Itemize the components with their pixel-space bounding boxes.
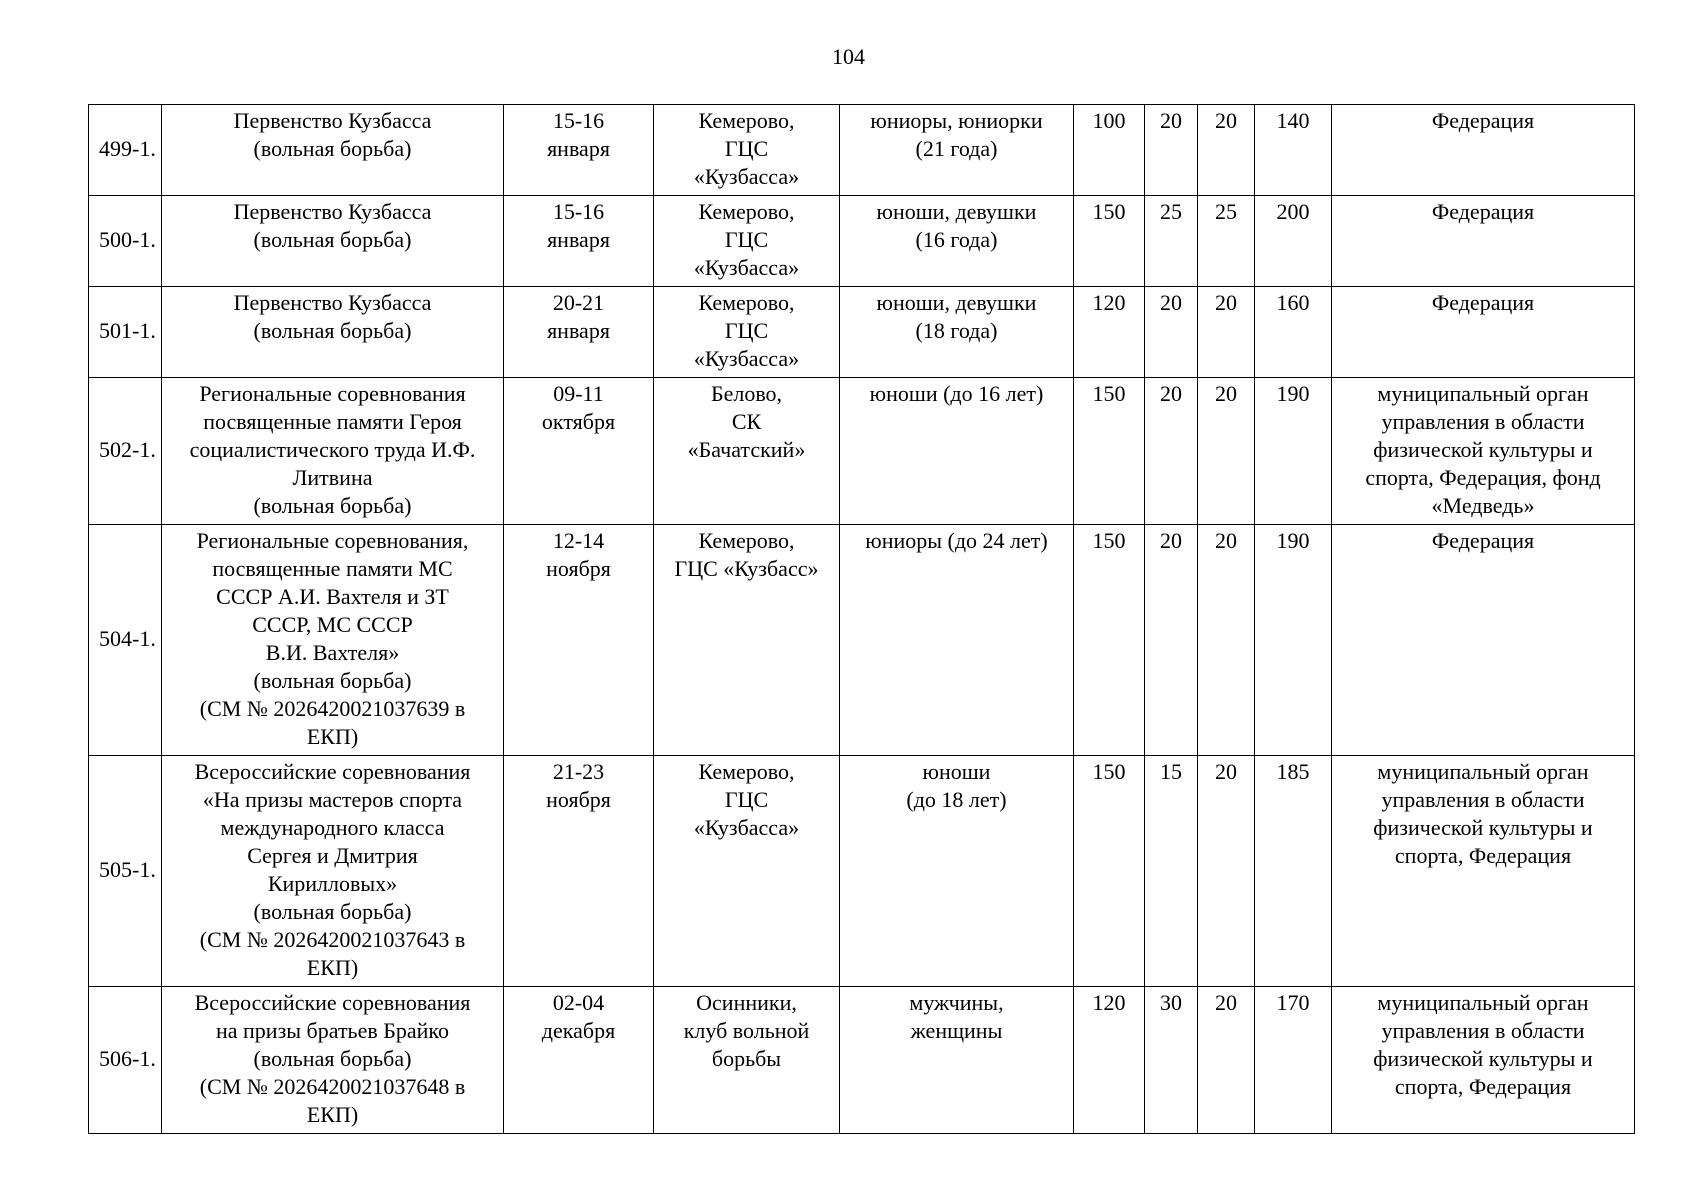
quantity-cell-1: 100 xyxy=(1074,105,1145,196)
quantity-cell-3: 20 xyxy=(1198,378,1255,525)
participants: юноши, девушки (16 года) xyxy=(840,196,1074,287)
event-name: Первенство Кузбасса (вольная борьба) xyxy=(162,196,504,287)
table-row xyxy=(89,525,1635,756)
table-row xyxy=(89,105,1635,196)
organizer: муниципальный орган управления в области физической культуры и спорта, Федерация xyxy=(1332,987,1635,1134)
event-place: Кемерово, ГЦС «Кузбасса» xyxy=(654,105,840,196)
quantity-cell-1: 150 xyxy=(1074,525,1145,756)
event-name: Региональные соревнования, посвященные памяти МС СССР А.И. Вахтеля и ЗТ СССР, МС СССР В.И. Вахтеля» (вольная борьба) (СМ № 2026420021037639 в ЕКП) xyxy=(162,525,504,756)
event-dates: 15-16 января xyxy=(504,105,654,196)
quantity-cell-2: 25 xyxy=(1145,196,1198,287)
row-number: 505-1. xyxy=(89,756,162,987)
competition-schedule-table xyxy=(88,104,1635,1134)
table-body xyxy=(89,105,1635,1134)
event-name: Первенство Кузбасса (вольная борьба) xyxy=(162,287,504,378)
total-cell: 190 xyxy=(1255,525,1332,756)
row-number: 506-1. xyxy=(89,987,162,1134)
quantity-cell-3: 20 xyxy=(1198,756,1255,987)
participants: юноши, девушки (18 года) xyxy=(840,287,1074,378)
total-cell: 140 xyxy=(1255,105,1332,196)
quantity-cell-3: 20 xyxy=(1198,287,1255,378)
quantity-cell-2: 20 xyxy=(1145,287,1198,378)
row-number: 499-1. xyxy=(89,105,162,196)
participants: юноши (до 18 лет) xyxy=(840,756,1074,987)
total-cell: 185 xyxy=(1255,756,1332,987)
event-dates: 20-21 января xyxy=(504,287,654,378)
event-place: Кемерово, ГЦС «Кузбасса» xyxy=(654,756,840,987)
event-place: Кемерово, ГЦС «Кузбасса» xyxy=(654,196,840,287)
total-cell: 200 xyxy=(1255,196,1332,287)
quantity-cell-3: 20 xyxy=(1198,525,1255,756)
event-place: Белово, СК «Бачатский» xyxy=(654,378,840,525)
event-name: Региональные соревнования посвященные памяти Героя социалистического труда И.Ф. Литвина (вольная борьба) xyxy=(162,378,504,525)
event-dates: 15-16 января xyxy=(504,196,654,287)
event-name: Первенство Кузбасса (вольная борьба) xyxy=(162,105,504,196)
quantity-cell-2: 20 xyxy=(1145,378,1198,525)
quantity-cell-1: 150 xyxy=(1074,196,1145,287)
organizer: Федерация xyxy=(1332,105,1635,196)
event-dates: 02-04 декабря xyxy=(504,987,654,1134)
quantity-cell-1: 150 xyxy=(1074,756,1145,987)
event-dates: 09-11 октября xyxy=(504,378,654,525)
total-cell: 190 xyxy=(1255,378,1332,525)
row-number: 501-1. xyxy=(89,287,162,378)
event-place: Осинники, клуб вольной борьбы xyxy=(654,987,840,1134)
quantity-cell-3: 20 xyxy=(1198,987,1255,1134)
organizer: Федерация xyxy=(1332,196,1635,287)
quantity-cell-3: 20 xyxy=(1198,105,1255,196)
organizer: муниципальный орган управления в области физической культуры и спорта, Федерация xyxy=(1332,756,1635,987)
row-number: 502-1. xyxy=(89,378,162,525)
table-row xyxy=(89,987,1635,1134)
participants: юниоры, юниорки (21 года) xyxy=(840,105,1074,196)
table-row xyxy=(89,287,1635,378)
participants: юноши (до 16 лет) xyxy=(840,378,1074,525)
event-place: Кемерово, ГЦС «Кузбасс» xyxy=(654,525,840,756)
quantity-cell-2: 30 xyxy=(1145,987,1198,1134)
event-dates: 12-14 ноября xyxy=(504,525,654,756)
table-row xyxy=(89,196,1635,287)
participants: юниоры (до 24 лет) xyxy=(840,525,1074,756)
row-number: 504-1. xyxy=(89,525,162,756)
quantity-cell-2: 15 xyxy=(1145,756,1198,987)
quantity-cell-1: 120 xyxy=(1074,987,1145,1134)
event-dates: 21-23 ноября xyxy=(504,756,654,987)
total-cell: 160 xyxy=(1255,287,1332,378)
event-name: Всероссийские соревнования «На призы мастеров спорта международного класса Сергея и Дмитрия Кирилловых» (вольная борьба) (СМ № 2026420021037643 в ЕКП) xyxy=(162,756,504,987)
organizer: муниципальный орган управления в области физической культуры и спорта, Федерация, фонд «Медведь» xyxy=(1332,378,1635,525)
quantity-cell-1: 150 xyxy=(1074,378,1145,525)
quantity-cell-3: 25 xyxy=(1198,196,1255,287)
quantity-cell-2: 20 xyxy=(1145,525,1198,756)
page-number: 104 xyxy=(832,44,865,69)
row-number: 500-1. xyxy=(89,196,162,287)
organizer: Федерация xyxy=(1332,287,1635,378)
total-cell: 170 xyxy=(1255,987,1332,1134)
table-row xyxy=(89,756,1635,987)
event-name: Всероссийские соревнования на призы братьев Брайко (вольная борьба) (СМ № 2026420021037648 в ЕКП) xyxy=(162,987,504,1134)
table-row xyxy=(89,378,1635,525)
event-place: Кемерово, ГЦС «Кузбасса» xyxy=(654,287,840,378)
participants: мужчины, женщины xyxy=(840,987,1074,1134)
organizer: Федерация xyxy=(1332,525,1635,756)
quantity-cell-2: 20 xyxy=(1145,105,1198,196)
quantity-cell-1: 120 xyxy=(1074,287,1145,378)
